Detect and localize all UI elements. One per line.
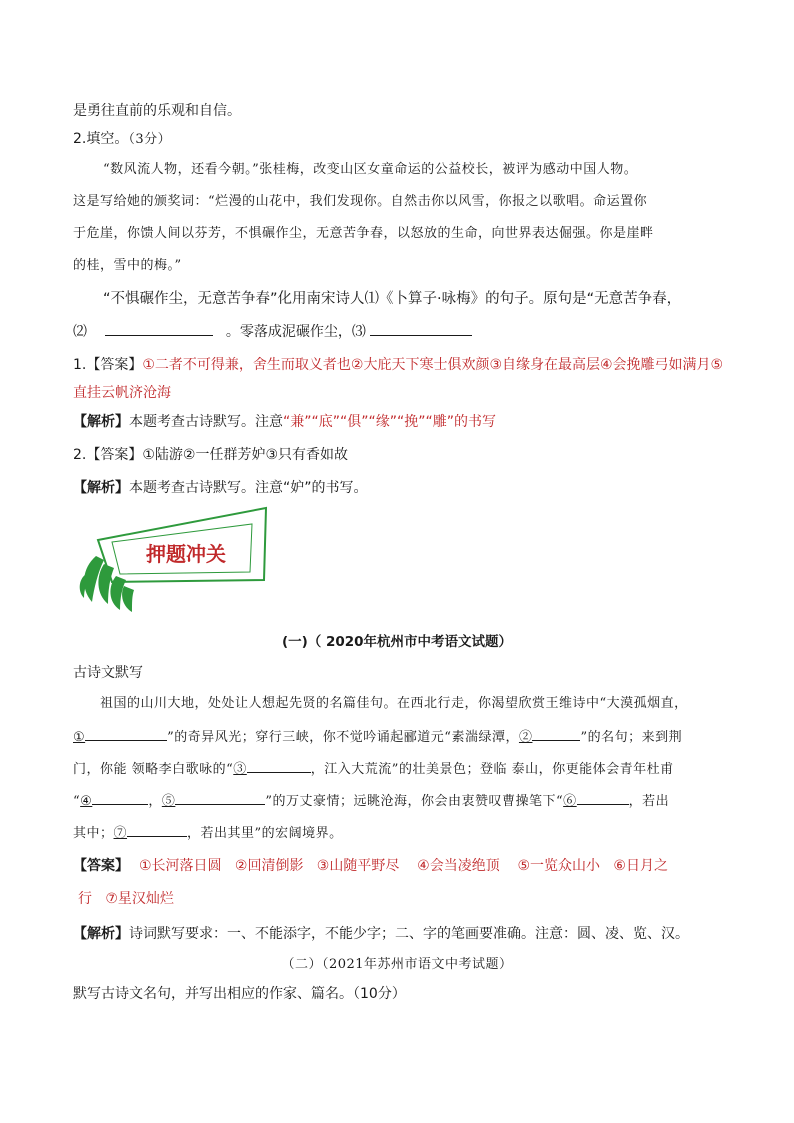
blank-line[interactable] (532, 726, 580, 741)
section-answer: 【答案】 ①长河落日圆 ②回清倒影 ③山随平野尽 ④会当凌绝顶 ⑤一览众山小 ⑥日月之 (73, 858, 668, 874)
passage-line: 门，你能 领略李白歌咏的“③ ，江入大荒流”的壮美景色；登临 泰山，你更能体会青年杜甫 (73, 758, 674, 779)
section-heading: (一)（ 2020年杭州市中考语文试题） (281, 634, 513, 650)
text-line: 是勇往直前的乐观和自信。 (73, 103, 241, 119)
section-subtitle: 古诗文默写 (73, 665, 143, 681)
blank-line[interactable] (105, 321, 213, 336)
poem-paragraph-line: 的桂，雪中的梅。” (73, 258, 182, 273)
answer-2: 2.【答案】①陆游②一任群芳妒③只有香如故 (73, 447, 349, 463)
answer-1-continued: 直挂云帆济沧海 (73, 385, 171, 401)
section-answer-continued: 行 ⑦星汉灿烂 (78, 891, 174, 907)
blank-line[interactable] (175, 790, 265, 805)
analysis-1: 【解析】本题考查古诗默写。注意“兼”“底”“俱”“缘”“挽”“雕”的书写 (73, 414, 497, 430)
blank-line[interactable] (370, 321, 472, 336)
question-2-title: 2.填空。（3分） (73, 131, 172, 147)
passage-line: ① ”的奇异风光；穿行三峡，你不觉吟诵起郦道元“素湍绿潭，② ”的名句；来到荆 (73, 726, 682, 747)
banner-title: 押题冲关 (146, 542, 226, 566)
question-text: “不惧碾作尘，无意苦争春”化用南宋诗人⑴《卜算子·咏梅》的句子。原句是“无意苦争春， (103, 291, 682, 307)
passage-line: “④ ，⑤ ”的万丈豪情；远眺沧海，你会由衷赞叹曹操笔下“⑥ ，若出 (73, 790, 669, 811)
blank-line[interactable] (247, 758, 311, 773)
blank-line[interactable] (577, 790, 629, 805)
analysis-2: 【解析】本题考查古诗默写。注意“妒”的书写。 (73, 480, 368, 496)
passage-line: 其中；⑦ ，若出其里”的宏阔境界。 (73, 822, 343, 843)
section-heading: （二）（2021年苏州市语文中考试题） (281, 957, 513, 972)
blank-line[interactable] (92, 790, 148, 805)
section-analysis: 【解析】诗词默写要求：一、不能添字，不能少字；二、字的笔画要准确。注意：圆、凌、览、汉。 (73, 926, 689, 942)
poem-paragraph-line: “数风流人物，还看今朝。”张桂梅，改变山区女童命运的公益校长，被评为感动中国人物。 (103, 162, 638, 177)
poem-paragraph-line: 这是写给她的颁奖词：“烂漫的山花中，我们发现你。自然击你以风雪，你报之以歌唱。命运置你 (73, 194, 648, 209)
question-text: ⑵ 。零落成泥碾作尘，⑶ (73, 321, 472, 341)
answer-1: 1.【答案】①二者不可得兼，舍生而取义者也②大庇天下寒士俱欢颜③自缘身在最高层④会挽雕弓如满月⑤ (73, 357, 724, 373)
blank-line[interactable] (127, 822, 187, 837)
poem-paragraph-line: 于危崖，你馈人间以芬芳，不惧碾作尘，无意苦争春，以怒放的生命，向世界表达倔强。你是崖畔 (73, 226, 654, 241)
section-instruction: 默写古诗文名句，并写出相应的作家、篇名。（10分） (73, 986, 406, 1002)
leaf-decoration-icon (122, 586, 134, 612)
blank-line[interactable] (85, 726, 167, 741)
passage-line: 祖国的山川大地，处处让人想起先贤的名篇佳句。在西北行走，你渴望欣赏王维诗中“大漠孤烟直， (100, 696, 688, 711)
